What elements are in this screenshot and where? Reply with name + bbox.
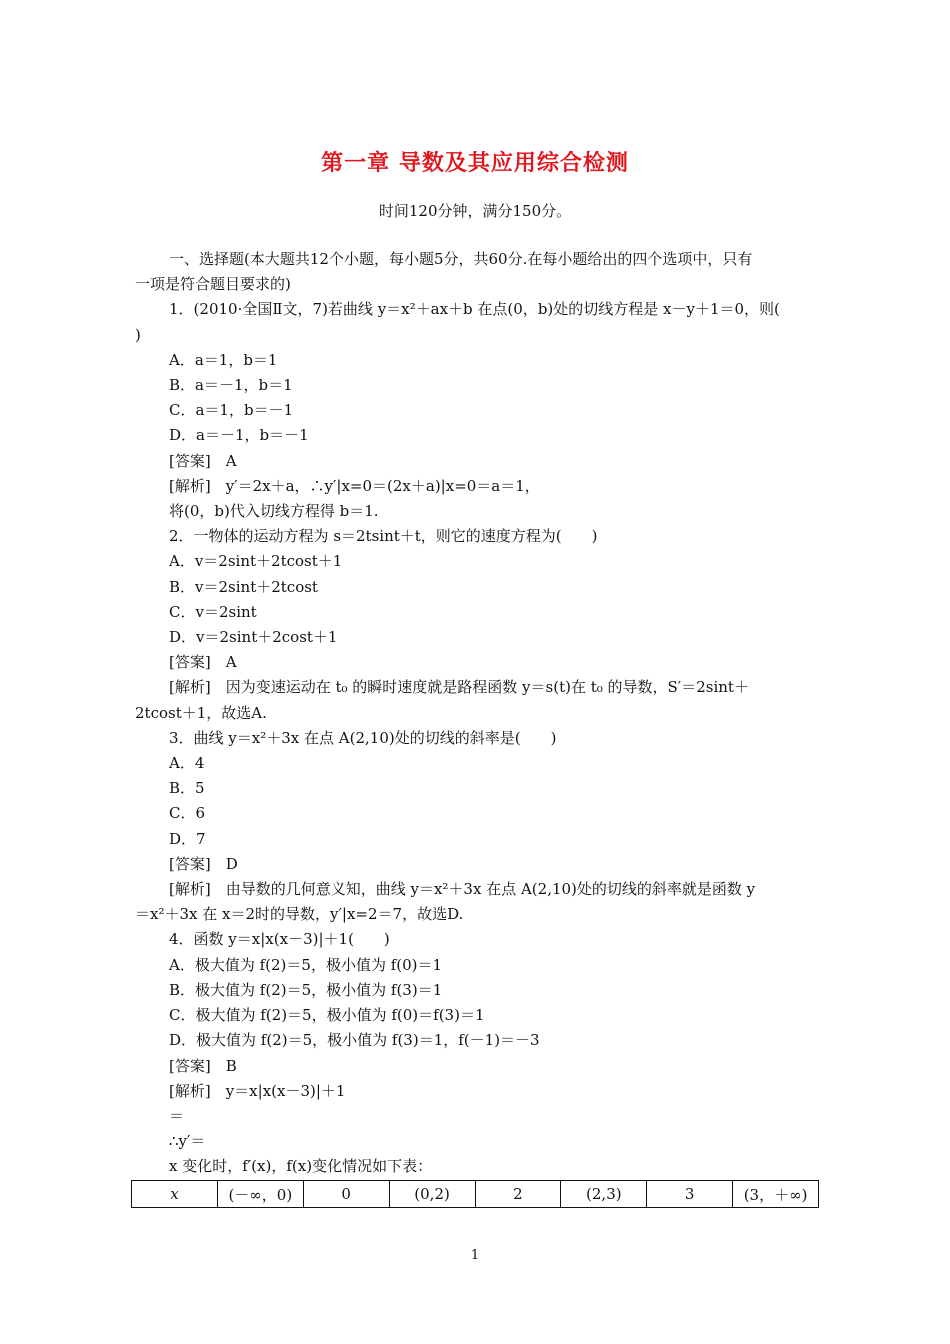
option-line: D．极大值为 f(2)＝5，极小值为 f(3)＝1，f(－1)＝－3 bbox=[169, 1031, 540, 1050]
analysis-line: ＝x²＋3x 在 x＝2时的导数，y′|x=2＝7，故选D. bbox=[135, 905, 464, 924]
option-line: D．7 bbox=[169, 829, 206, 848]
option-line: C．6 bbox=[169, 804, 206, 823]
option-line: B．极大值为 f(2)＝5，极小值为 f(3)＝1 bbox=[169, 980, 443, 999]
variation-table bbox=[131, 1180, 819, 1208]
question-1-cont: ) bbox=[135, 325, 141, 344]
table-cell: 2 bbox=[475, 1181, 561, 1208]
question-1: 1．(2010·全国Ⅱ文，7)若曲线 y＝x²＋ax＋b 在点(0，b)处的切线方程是 x－y＋1＝0，则( bbox=[169, 300, 780, 319]
question-body bbox=[135, 247, 819, 1180]
option-line: C．a＝1，b＝－1 bbox=[169, 401, 294, 420]
analysis-line: [解析] 因为变速运动在 t₀ 的瞬时速度就是路程函数 y＝s(t)在 t₀ 的导数，S′＝2sint＋ bbox=[169, 678, 749, 697]
analysis-line: 将(0，b)代入切线方程得 b＝1. bbox=[169, 502, 379, 521]
option-line: B．a＝－1，b＝1 bbox=[169, 376, 293, 395]
table-cell: 0 bbox=[303, 1181, 389, 1208]
question-3: 3．曲线 y＝x²＋3x 在点 A(2,10)处的切线的斜率是( ) bbox=[169, 728, 557, 747]
question-4: 4．函数 y＝x|x(x－3)|＋1( ) bbox=[169, 930, 390, 949]
option-line: A．极大值为 f(2)＝5，极小值为 f(0)＝1 bbox=[169, 955, 443, 974]
option-line: D．a＝－1，b＝－1 bbox=[169, 426, 309, 445]
section-heading: 一、选择题(本大题共12个小题，每小题5分，共60分.在每小题给出的四个选项中，只有 bbox=[169, 250, 753, 268]
table-cell: (0,2) bbox=[389, 1181, 475, 1208]
answer-line: [答案] A bbox=[169, 653, 237, 672]
table-row bbox=[132, 1181, 819, 1208]
option-line: B．5 bbox=[169, 779, 205, 798]
answer-line: [答案] B bbox=[169, 1056, 237, 1075]
option-line: A．4 bbox=[169, 754, 205, 773]
exam-time-info: 时间120分钟，满分150分。 bbox=[378, 202, 572, 220]
option-line: C．极大值为 f(2)＝5，极小值为 f(0)＝f(3)＝1 bbox=[169, 1006, 485, 1025]
option-line: B．v＝2sint＋2tcost bbox=[169, 577, 318, 596]
analysis-line: [解析] y＝x|x(x－3)|＋1 bbox=[169, 1081, 346, 1100]
table-cell: (2,3) bbox=[561, 1181, 647, 1208]
table-cell: (3，＋∞) bbox=[733, 1181, 819, 1208]
table-cell: x bbox=[132, 1181, 218, 1208]
page-number: 1 bbox=[470, 1248, 480, 1263]
analysis-line: ∴y′＝ bbox=[169, 1132, 206, 1151]
analysis-line: 2tcost＋1，故选A. bbox=[135, 703, 267, 722]
option-line: A．a＝1，b＝1 bbox=[169, 350, 278, 369]
question-2: 2．一物体的运动方程为 s＝2tsint＋t，则它的速度方程为( ) bbox=[169, 527, 598, 546]
analysis-line: ＝ bbox=[169, 1106, 185, 1125]
option-line: A．v＝2sint＋2tcost＋1 bbox=[169, 552, 343, 571]
table-cell: (－∞，0) bbox=[217, 1181, 303, 1208]
page-title: 第一章 导数及其应用综合检测 bbox=[321, 151, 629, 176]
analysis-line: x 变化时，f′(x)，f(x)变化情况如下表： bbox=[169, 1157, 433, 1176]
analysis-line: [解析] 由导数的几何意义知，曲线 y＝x²＋3x 在点 A(2,10)处的切线的斜率就是函数 y bbox=[169, 880, 756, 899]
answer-line: [答案] D bbox=[169, 854, 238, 873]
section-heading-cont: 一项是符合题目要求的) bbox=[135, 275, 291, 294]
answer-line: [答案] A bbox=[169, 451, 237, 470]
analysis-line: [解析] y′＝2x＋a，∴y′|x=0＝(2x＋a)|x=0＝a＝1， bbox=[169, 476, 540, 495]
option-line: C．v＝2sint bbox=[169, 602, 257, 621]
table-cell: 3 bbox=[647, 1181, 733, 1208]
option-line: D．v＝2sint＋2cost＋1 bbox=[169, 628, 338, 647]
